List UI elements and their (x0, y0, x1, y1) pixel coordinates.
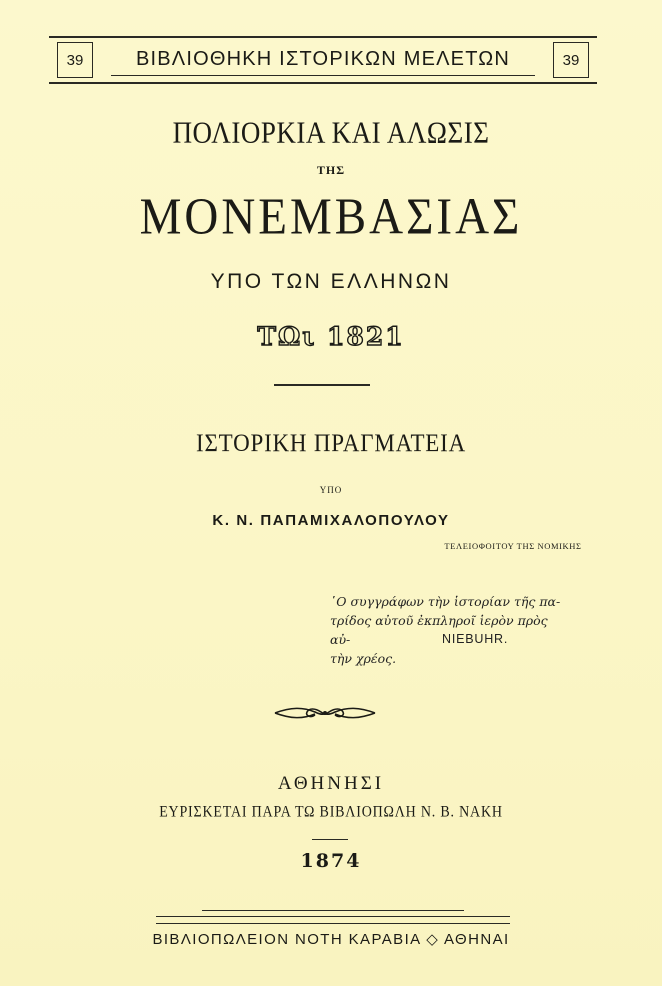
title-line-4: ΥΠΟ ΤΩΝ ΕΛΛΗΝΩΝ (210, 270, 452, 293)
title-year: ΤΩι 1821 (257, 322, 405, 351)
author-name: Κ. Ν. ΠΑΠΑΜΙΧΑΛΟΠΟΥΛΟΥ (212, 512, 450, 529)
title-line-2: ΤΗΣ (316, 163, 346, 177)
title-divider (274, 384, 370, 386)
series-header (49, 36, 597, 84)
title-line-1: ΠΟΛΙΟΡΚΙΑ ΚΑΙ ΑΛΩΣΙΣ (172, 114, 490, 150)
series-number-right: 39 (553, 42, 589, 78)
series-number-left: 39 (57, 42, 93, 78)
ornament-flourish (273, 702, 377, 724)
imprint-divider (312, 839, 348, 840)
publisher-rule-top (202, 910, 464, 911)
imprint-city: ΑΘΗΝΗΣΙ (277, 773, 385, 794)
author-role: ΤΕΛΕΙΟΦΟΙΤΟΥ ΤΗΣ ΝΟΜΙΚΗΣ (444, 541, 582, 551)
epigraph-line-1: ῾Ο συγγράφων τὴν ἱστορίαν τῆς πα- (330, 594, 561, 609)
author-by: ΥΠΟ (319, 485, 343, 495)
publisher-rule (156, 916, 510, 924)
imprint-year: 1874 (300, 850, 362, 872)
epigraph-author: NIEBUHR. (442, 632, 509, 646)
imprint-seller: ΕΥΡΙΣΚΕΤΑΙ ΠΑΡΑ ΤΩ ΒΙΒΛΙΟΠΩΛΗ Ν. Β. ΝΑΚΗ (159, 804, 503, 821)
publisher-name: ΒΙΒΛΙΟΠΩΛΕΙΟΝ ΝΟΤΗ ΚΑΡΑΒΙΑ ◇ ΑΘΗΝΑΙ (152, 931, 510, 948)
epigraph-line-2: τρίδος αὐτοῦ ἐκπληροῖ ἱερὸν πρὸς αὐ- (330, 613, 548, 647)
epigraph (330, 592, 570, 668)
epigraph-line-3: τὴν χρέος. (330, 651, 397, 666)
series-title: ΒΙΒΛΙΟΘΗΚΗ ΙΣΤΟΡΙΚΩΝ ΜΕΛΕΤΩΝ (111, 41, 535, 76)
subtitle: ΙΣΤΟΡΙΚΗ ΠΡΑΓΜΑΤΕΙΑ (195, 428, 467, 457)
main-title: ΜΟΝΕΜΒΑΣΙΑΣ (139, 188, 523, 246)
